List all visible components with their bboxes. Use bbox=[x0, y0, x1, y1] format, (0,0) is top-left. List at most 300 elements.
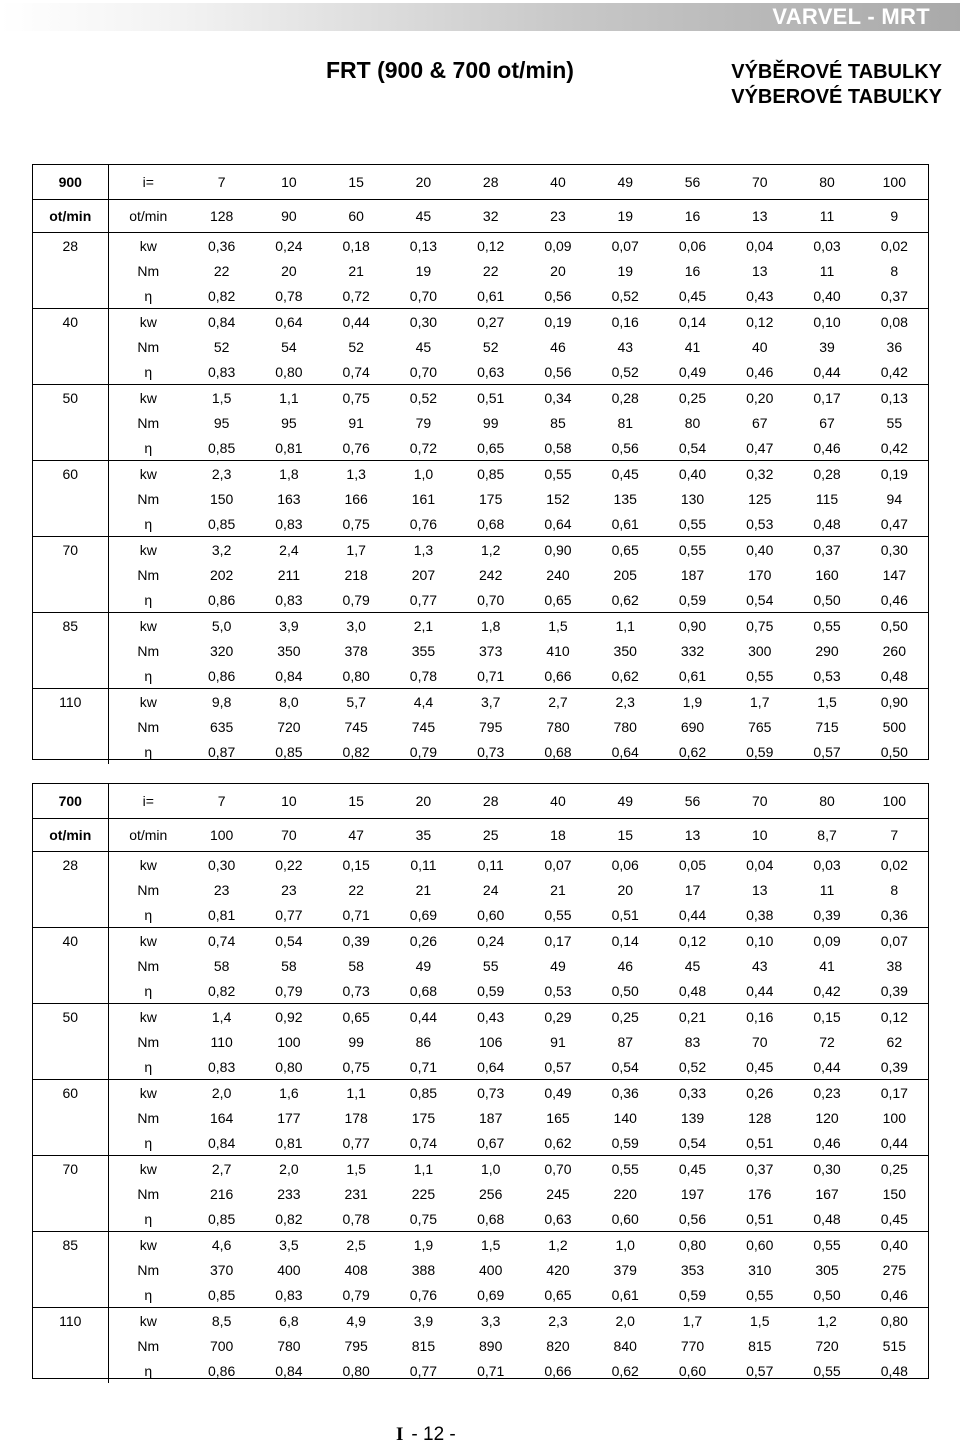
table-cell: 0,44 bbox=[409, 1008, 438, 1025]
table-cell: 21 bbox=[415, 881, 432, 898]
table-cell: 5,0 bbox=[211, 617, 232, 634]
table-cell: 94 bbox=[886, 490, 903, 507]
table-cell: 1,1 bbox=[615, 617, 635, 634]
table-cell: 0,73 bbox=[323, 978, 390, 1004]
table-cell: 840 bbox=[613, 1337, 637, 1354]
table-cell: 256 bbox=[479, 1185, 503, 1202]
table-cell: 9,8 bbox=[211, 693, 232, 710]
input-speed: 700 bbox=[33, 784, 108, 819]
table-cell: 765 bbox=[748, 718, 772, 735]
row-label: η bbox=[108, 1054, 188, 1080]
table-cell: 0,45 bbox=[678, 1160, 707, 1177]
table-cell: 0,84 bbox=[275, 1362, 303, 1379]
table-row bbox=[33, 1232, 928, 1258]
output-speed-label: ot/min bbox=[108, 819, 188, 852]
table-cell: 0,14 bbox=[678, 313, 707, 330]
row-label: Nm bbox=[137, 338, 160, 355]
table-cell: 0,66 bbox=[524, 663, 591, 689]
table-cell: 125 bbox=[748, 490, 772, 507]
table-cell: 177 bbox=[277, 1109, 301, 1126]
table-cell: 0,79 bbox=[323, 1282, 390, 1308]
gear-size: 110 bbox=[33, 689, 108, 715]
table-cell: 13 bbox=[751, 262, 768, 279]
table-cell: 166 bbox=[344, 490, 368, 507]
row-label: η bbox=[108, 663, 188, 689]
table-cell: 0,50 bbox=[793, 1282, 860, 1308]
table-cell: 378 bbox=[344, 642, 368, 659]
gear-size-empty bbox=[33, 435, 108, 461]
table-cell: 1,4 bbox=[211, 1008, 232, 1025]
table-cell: 0,44 bbox=[793, 359, 860, 385]
table-cell: 0,60 bbox=[746, 1236, 774, 1253]
row-label: kw bbox=[139, 1008, 157, 1025]
table-cell: 0,92 bbox=[275, 1008, 303, 1025]
table-cell: 715 bbox=[815, 718, 839, 735]
table-row bbox=[33, 663, 928, 689]
table-cell: 0,77 bbox=[255, 902, 322, 928]
row-label: kw bbox=[139, 932, 157, 949]
row-label: Nm bbox=[137, 1261, 160, 1278]
row-label: Nm bbox=[137, 414, 160, 431]
gear-size-empty bbox=[33, 511, 108, 537]
table-row bbox=[33, 258, 928, 283]
table-cell: 0,09 bbox=[544, 237, 572, 254]
table-cell: 0,61 bbox=[659, 663, 726, 689]
row-label: kw bbox=[139, 856, 157, 873]
table-row bbox=[33, 739, 928, 764]
table-cell: 0,82 bbox=[342, 743, 370, 760]
table-cell: 58 bbox=[348, 957, 364, 974]
ratio-value: 49 bbox=[592, 165, 659, 200]
table-cell: 0,13 bbox=[880, 389, 908, 406]
table-cell: 0,85 bbox=[275, 743, 303, 760]
table-cell: 0,46 bbox=[726, 359, 793, 385]
table-cell: 2,0 bbox=[211, 1084, 232, 1101]
table-cell: 80 bbox=[684, 414, 701, 431]
table-cell: 0,85 bbox=[188, 435, 255, 461]
row-label: kw bbox=[139, 465, 157, 482]
table-cell: 0,29 bbox=[544, 1008, 572, 1025]
table-cell: 720 bbox=[815, 1337, 839, 1354]
row-label: η bbox=[108, 978, 188, 1004]
table-cell: 373 bbox=[479, 642, 503, 659]
table-cell: 0,02 bbox=[880, 856, 908, 873]
table-cell: 0,42 bbox=[861, 359, 928, 385]
table-cell: 0,69 bbox=[457, 1282, 524, 1308]
row-label: Nm bbox=[137, 1033, 160, 1050]
table-cell: 245 bbox=[546, 1185, 570, 1202]
gear-size: 40 bbox=[33, 928, 108, 954]
table-cell: 0,17 bbox=[813, 389, 841, 406]
table-cell: 176 bbox=[748, 1185, 772, 1202]
table-cell: 0,75 bbox=[746, 617, 774, 634]
table-cell: 0,08 bbox=[880, 313, 908, 330]
table-cell: 0,48 bbox=[861, 663, 928, 689]
table-cell: 0,82 bbox=[188, 283, 255, 309]
table-cell: 0,65 bbox=[342, 1008, 370, 1025]
table-cell: 0,82 bbox=[255, 1206, 322, 1232]
table-cell: 3,5 bbox=[279, 1236, 299, 1253]
table-cell: 0,68 bbox=[457, 1206, 524, 1232]
table-cell: 0,64 bbox=[275, 313, 303, 330]
output-speed-row bbox=[33, 819, 928, 852]
table-cell: 0,90 bbox=[678, 617, 707, 634]
table-cell: 8 bbox=[890, 262, 899, 279]
table-cell: 0,65 bbox=[457, 435, 524, 461]
table-row bbox=[33, 1105, 928, 1130]
table-cell: 147 bbox=[882, 566, 906, 583]
table-cell: 0,30 bbox=[409, 313, 438, 330]
page-subtitle bbox=[731, 60, 942, 110]
table-row bbox=[33, 1308, 928, 1334]
table-cell: 700 bbox=[209, 1337, 234, 1354]
table-row bbox=[33, 1358, 928, 1383]
table-cell: 0,70 bbox=[544, 1160, 572, 1177]
table-cell: 0,09 bbox=[813, 932, 841, 949]
table-cell: 0,56 bbox=[659, 1206, 726, 1232]
gear-size: 70 bbox=[33, 537, 108, 563]
table-cell: 0,79 bbox=[409, 743, 438, 760]
table-cell: 0,07 bbox=[611, 237, 639, 254]
table-row bbox=[33, 928, 928, 954]
table-cell: 22 bbox=[482, 262, 499, 279]
table-cell: 260 bbox=[882, 642, 906, 659]
table-cell: 0,30 bbox=[208, 856, 236, 873]
table-cell: 0,23 bbox=[813, 1084, 841, 1101]
table-cell: 0,85 bbox=[477, 465, 505, 482]
table-cell: 0,53 bbox=[726, 511, 793, 537]
table-cell: 3,0 bbox=[346, 617, 366, 634]
table-cell: 0,49 bbox=[659, 359, 726, 385]
table-cell: 43 bbox=[751, 957, 768, 974]
table-cell: 1,3 bbox=[413, 541, 434, 558]
selection-table-700 bbox=[32, 783, 929, 1379]
table-cell: 218 bbox=[344, 566, 368, 583]
table-cell: 1,0 bbox=[615, 1236, 635, 1253]
table-cell: 21 bbox=[550, 881, 566, 898]
table-row bbox=[33, 689, 928, 715]
table-cell: 8,5 bbox=[211, 1312, 232, 1329]
table-cell: 795 bbox=[479, 718, 503, 735]
table-row bbox=[33, 537, 928, 563]
row-label: kw bbox=[139, 617, 157, 634]
table-cell: 0,30 bbox=[813, 1160, 841, 1177]
table-cell: 79 bbox=[415, 414, 432, 431]
table-cell: 16 bbox=[684, 262, 701, 279]
table-cell: 0,83 bbox=[255, 511, 322, 537]
gear-size-empty bbox=[33, 902, 108, 928]
table-cell: 0,28 bbox=[611, 389, 639, 406]
table-cell: 400 bbox=[479, 1261, 503, 1278]
table-cell: 0,84 bbox=[208, 313, 236, 330]
table-row bbox=[33, 1130, 928, 1156]
gear-size: 110 bbox=[33, 1308, 108, 1334]
row-label: kw bbox=[139, 1312, 157, 1329]
gear-size-empty bbox=[33, 739, 108, 764]
table-cell: 720 bbox=[277, 718, 301, 735]
gear-size-empty bbox=[33, 978, 108, 1004]
table-cell: 0,54 bbox=[592, 1054, 659, 1080]
table-row bbox=[33, 714, 928, 739]
table-cell: 140 bbox=[613, 1109, 637, 1126]
table-cell: 0,43 bbox=[726, 283, 793, 309]
table-cell: 0,79 bbox=[255, 978, 322, 1004]
table-cell: 0,44 bbox=[861, 1130, 928, 1156]
gear-size-empty bbox=[33, 1029, 108, 1054]
gear-size-empty bbox=[33, 486, 108, 511]
ratio-value: 56 bbox=[659, 784, 726, 819]
ratio-value: 70 bbox=[726, 784, 793, 819]
table-cell: 0,85 bbox=[188, 1206, 255, 1232]
table-cell: 167 bbox=[815, 1185, 839, 1202]
table-cell: 2,3 bbox=[548, 1312, 568, 1329]
table-cell: 0,24 bbox=[477, 932, 505, 949]
row-label: kw bbox=[139, 1236, 157, 1253]
output-speed-value: 32 bbox=[457, 200, 524, 233]
table-cell: 0,68 bbox=[390, 978, 457, 1004]
table-cell: 130 bbox=[680, 490, 705, 507]
table-cell: 13 bbox=[751, 881, 768, 898]
table-cell: 0,52 bbox=[409, 389, 438, 406]
gear-size-empty bbox=[33, 714, 108, 739]
table-cell: 0,70 bbox=[390, 283, 457, 309]
ratio-value: 28 bbox=[457, 165, 524, 200]
table-cell: 305 bbox=[815, 1261, 839, 1278]
table-cell: 0,44 bbox=[726, 978, 793, 1004]
table-cell: 0,26 bbox=[746, 1084, 774, 1101]
table-cell: 0,06 bbox=[611, 856, 639, 873]
table-cell: 400 bbox=[277, 1261, 301, 1278]
table-cell: 0,90 bbox=[880, 693, 908, 710]
table-cell: 0,65 bbox=[524, 587, 591, 613]
table-cell: 100 bbox=[277, 1033, 301, 1050]
table-cell: 0,13 bbox=[409, 237, 438, 254]
output-speed-value: 35 bbox=[390, 819, 457, 852]
row-label: kw bbox=[139, 389, 157, 406]
table-cell: 290 bbox=[815, 642, 839, 659]
table-cell: 1,5 bbox=[211, 389, 232, 406]
table-cell: 0,49 bbox=[544, 1084, 572, 1101]
table-cell: 690 bbox=[680, 718, 705, 735]
table-cell: 1,2 bbox=[480, 541, 501, 558]
table-cell: 0,67 bbox=[457, 1130, 524, 1156]
table-cell: 0,52 bbox=[659, 1054, 726, 1080]
table-cell: 1,7 bbox=[750, 693, 770, 710]
table-cell: 110 bbox=[210, 1033, 233, 1050]
table-cell: 0,51 bbox=[592, 902, 659, 928]
table-cell: 1,5 bbox=[817, 693, 837, 710]
gear-size-empty bbox=[33, 587, 108, 613]
table-cell: 150 bbox=[882, 1185, 906, 1202]
table-cell: 1,1 bbox=[279, 389, 299, 406]
table-row bbox=[33, 953, 928, 978]
table-cell: 0,40 bbox=[746, 541, 774, 558]
table-cell: 160 bbox=[815, 566, 839, 583]
table-cell: 515 bbox=[882, 1337, 906, 1354]
table-cell: 0,76 bbox=[390, 1282, 457, 1308]
table-cell: 21 bbox=[348, 262, 364, 279]
table-cell: 0,75 bbox=[390, 1206, 457, 1232]
row-label: kw bbox=[139, 237, 157, 254]
table-cell: 1,0 bbox=[413, 465, 434, 482]
ratio-value: 80 bbox=[793, 784, 860, 819]
row-label: Nm bbox=[137, 490, 160, 507]
gear-size-empty bbox=[33, 663, 108, 689]
table-cell: 0,48 bbox=[793, 511, 860, 537]
gear-size: 28 bbox=[33, 233, 108, 259]
table-cell: 8 bbox=[890, 881, 899, 898]
table-cell: 2,0 bbox=[279, 1160, 299, 1177]
table-cell: 0,44 bbox=[342, 313, 370, 330]
brand-title: VARVEL - MRT bbox=[772, 4, 930, 29]
output-speed-value: 100 bbox=[188, 819, 255, 852]
table-cell: 0,37 bbox=[861, 283, 928, 309]
gear-size: 85 bbox=[33, 613, 108, 639]
table-cell: 67 bbox=[751, 414, 768, 431]
table-cell: 19 bbox=[415, 262, 432, 279]
table-cell: 0,22 bbox=[275, 856, 303, 873]
table-cell: 0,87 bbox=[208, 743, 236, 760]
output-speed-value: 11 bbox=[793, 200, 860, 233]
gear-size-empty bbox=[33, 638, 108, 663]
table-cell: 0,63 bbox=[457, 359, 524, 385]
gear-size: 40 bbox=[33, 309, 108, 335]
table-cell: 0,82 bbox=[188, 978, 255, 1004]
table-cell: 0,83 bbox=[255, 587, 322, 613]
table-cell: 54 bbox=[281, 338, 297, 355]
table-cell: 3,2 bbox=[211, 541, 232, 558]
table-cell: 86 bbox=[415, 1033, 432, 1050]
table-cell: 99 bbox=[348, 1033, 364, 1050]
table-cell: 0,37 bbox=[813, 541, 841, 558]
table-row bbox=[33, 1181, 928, 1206]
table-cell: 0,54 bbox=[659, 1130, 726, 1156]
table-cell: 0,46 bbox=[861, 587, 928, 613]
table-cell: 99 bbox=[482, 414, 499, 431]
table-cell: 205 bbox=[613, 566, 637, 583]
table-cell: 0,78 bbox=[323, 1206, 390, 1232]
row-label: Nm bbox=[137, 262, 160, 279]
table-cell: 370 bbox=[209, 1261, 234, 1278]
table-cell: 220 bbox=[613, 1185, 637, 1202]
table-cell: 240 bbox=[546, 566, 570, 583]
gear-size: 50 bbox=[33, 1004, 108, 1030]
gear-size-empty bbox=[33, 877, 108, 902]
output-speed-value: 45 bbox=[390, 200, 457, 233]
table-900 bbox=[33, 165, 928, 764]
table-row bbox=[33, 486, 928, 511]
row-label: η bbox=[108, 283, 188, 309]
table-cell: 0,12 bbox=[880, 1008, 908, 1025]
table-cell: 0,40 bbox=[880, 1236, 908, 1253]
table-cell: 4,4 bbox=[413, 693, 434, 710]
gear-size-empty bbox=[33, 1358, 108, 1383]
table-cell: 0,83 bbox=[255, 1282, 322, 1308]
table-cell: 0,76 bbox=[323, 435, 390, 461]
table-cell: 0,19 bbox=[544, 313, 572, 330]
table-cell: 0,26 bbox=[409, 932, 438, 949]
ratio-value: 100 bbox=[861, 784, 928, 819]
table-cell: 0,80 bbox=[342, 1362, 370, 1379]
gear-size-empty bbox=[33, 562, 108, 587]
table-cell: 0,65 bbox=[611, 541, 639, 558]
table-cell: 0,45 bbox=[611, 465, 639, 482]
subtitle-line-1: VÝBĚROVÉ TABULKY bbox=[731, 61, 942, 83]
output-speed-value: 23 bbox=[524, 200, 591, 233]
gear-size: 85 bbox=[33, 1232, 108, 1258]
gear-size-empty bbox=[33, 953, 108, 978]
output-speed-value: 47 bbox=[323, 819, 390, 852]
table-cell: 0,86 bbox=[188, 663, 255, 689]
table-cell: 0,48 bbox=[880, 1362, 908, 1379]
row-label: Nm bbox=[137, 957, 160, 974]
table-cell: 0,07 bbox=[880, 932, 908, 949]
table-row bbox=[33, 283, 928, 309]
output-speed-value: 90 bbox=[255, 200, 322, 233]
table-cell: 0,71 bbox=[323, 902, 390, 928]
page-number bbox=[396, 1424, 456, 1446]
table-cell: 0,58 bbox=[524, 435, 591, 461]
table-cell: 0,81 bbox=[188, 902, 255, 928]
table-cell: 1,9 bbox=[413, 1236, 434, 1253]
table-cell: 0,16 bbox=[611, 313, 639, 330]
table-cell: 187 bbox=[479, 1109, 503, 1126]
row-label: kw bbox=[139, 693, 157, 710]
table-cell: 45 bbox=[684, 957, 701, 974]
gear-size-empty bbox=[33, 1206, 108, 1232]
speed-unit: ot/min bbox=[33, 819, 108, 852]
table-cell: 0,85 bbox=[188, 511, 255, 537]
table-cell: 45 bbox=[415, 338, 432, 355]
table-cell: 95 bbox=[213, 414, 230, 431]
table-row bbox=[33, 1004, 928, 1030]
table-cell: 0,74 bbox=[208, 932, 236, 949]
table-cell: 163 bbox=[277, 490, 301, 507]
table-cell: 0,12 bbox=[746, 313, 774, 330]
table-row bbox=[33, 385, 928, 411]
table-cell: 0,42 bbox=[861, 435, 928, 461]
table-cell: 23 bbox=[213, 881, 230, 898]
table-cell: 0,80 bbox=[255, 359, 322, 385]
table-cell: 0,68 bbox=[457, 511, 524, 537]
table-cell: 0,55 bbox=[813, 1362, 841, 1379]
table-cell: 0,02 bbox=[880, 237, 908, 254]
table-cell: 3,3 bbox=[480, 1312, 501, 1329]
table-cell: 0,39 bbox=[342, 932, 370, 949]
table-cell: 1,6 bbox=[279, 1084, 299, 1101]
table-cell: 0,36 bbox=[611, 1084, 639, 1101]
table-cell: 0,47 bbox=[861, 511, 928, 537]
table-cell: 0,80 bbox=[880, 1312, 908, 1329]
table-cell: 52 bbox=[348, 338, 364, 355]
table-cell: 420 bbox=[546, 1261, 570, 1278]
gear-size-empty bbox=[33, 359, 108, 385]
table-cell: 0,45 bbox=[861, 1206, 928, 1232]
gear-size-empty bbox=[33, 1282, 108, 1308]
table-row bbox=[33, 410, 928, 435]
gear-size-empty bbox=[33, 1257, 108, 1282]
table-row bbox=[33, 1333, 928, 1358]
table-cell: 2,7 bbox=[211, 1160, 232, 1177]
page-number-text: - 12 - bbox=[411, 1424, 456, 1445]
table-cell: 0,54 bbox=[659, 435, 726, 461]
table-cell: 67 bbox=[819, 414, 835, 431]
table-cell: 0,73 bbox=[477, 743, 505, 760]
table-cell: 0,62 bbox=[678, 743, 707, 760]
table-cell: 0,65 bbox=[524, 1282, 591, 1308]
table-cell: 795 bbox=[344, 1337, 368, 1354]
table-cell: 207 bbox=[411, 566, 436, 583]
